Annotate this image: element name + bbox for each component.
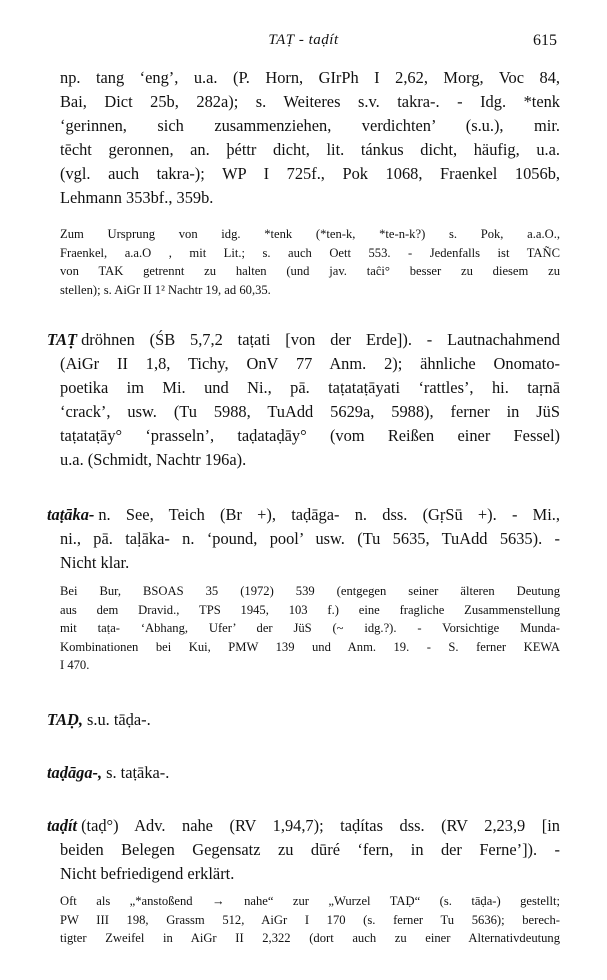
note-small-1 <box>60 225 560 299</box>
entry-text: s.u. tāḍa-. <box>86 710 151 729</box>
note-small-2 <box>60 582 560 675</box>
text-line: u.a. (Schmidt, Nachtr 196a). <box>60 450 247 469</box>
text-line: Nicht befriedigend erklärt. <box>60 864 235 883</box>
text-line: Bai, Dict 25b, 282a); s. Weiteres s.v. takra-. - Idg. *tenk <box>60 92 560 111</box>
entry-tataka <box>47 503 560 527</box>
text-line: (AiGr II 1,8, Tichy, OnV 77 Anm. 2); ähnliche Onomato- <box>60 354 560 373</box>
text-line: ‘gerinnen, sich zusammenziehen, verdichten’ (s.u.), mir. <box>60 116 560 135</box>
running-head: TAṬ - taḍít <box>268 32 339 48</box>
entry-tat-body <box>60 352 560 472</box>
note-small-3 <box>60 892 560 948</box>
text-line: beiden Belegen Gegensatz zu dūré ‘fern, in der Ferne’]). - <box>60 840 560 859</box>
note-line: von TAK getrennt zu halten (und jav. taĉi° besser zu diesem zu <box>60 264 560 279</box>
text-line: poetika im Mi. und Ni., pā. taṭataṭāyati ‘rattles’, hi. taṛnā <box>60 378 560 397</box>
headword: taḍít <box>47 816 78 835</box>
text-line: Lehmann 353bf., 359b. <box>60 188 214 207</box>
entry-tadit <box>47 814 560 838</box>
note-line: Kombinationen bei Kui, PMW 139 und Anm. 19. - S. ferner KEWA <box>60 639 560 654</box>
headword: TAḌ, <box>47 710 83 729</box>
note-line: Oft als „*anstoßend → nahe“ zur „Wurzel TAḌ“ (s. tāḍa-) gestellt; <box>60 894 560 908</box>
note-line: PW III 198, Grassm 512, AiGr I 170 (s. ferner Tu 5636); berech- <box>60 912 560 927</box>
note-line: mit taṭa- ‘Abhang, Ufer’ der JüS (~ idg.?). - Vorsichtige Munda- <box>60 621 560 636</box>
note-line: tigter Zweifel in AiGr II 2,322 (dort auch zu einer Alternativdeutung <box>60 931 560 946</box>
note-line: aus dem Dravid., TPS 1945, 103 f.) eine fragliche Zusammenstellung <box>60 602 560 617</box>
entry-text: dröhnen (ŚB 5,7,2 taṭati [von der Erde]). - Lautnachahmend <box>81 330 560 349</box>
note-line: stellen); s. AiGr II 1² Nachtr 19, ad 60,35. <box>60 282 271 297</box>
text-line: ‘crack’, usw. (Tu 5988, TuAdd 5629a, 5988), ferner in JüS <box>60 402 560 421</box>
text-line: tēcht geronnen, an. þéttr dicht, lit. tánkus dicht, häufig, u.a. <box>60 140 560 159</box>
text-line: ni., pā. taḷāka- n. ‘pound, pool’ usw. (Tu 5635, TuAdd 5635). - <box>60 529 560 548</box>
entry-tad <box>47 708 560 732</box>
entry-tat <box>47 328 560 352</box>
entry-first-line <box>47 761 560 785</box>
page-header <box>0 32 607 54</box>
note-line: Zum Ursprung von idg. *tenk (*ten-k, *te-n-k?) s. Pok, a.a.O., <box>60 227 560 241</box>
text-line: Nicht klar. <box>60 553 130 572</box>
text-line: (vgl. auch takra-); WP I 725f., Pok 1068, Fraenkel 1056b, <box>60 164 560 183</box>
entry-first-line <box>47 708 560 732</box>
entry-tataka-body <box>60 527 560 575</box>
note-line: Fraenkel, a.a.O , mit Lit.; s. auch Oett 553. - Jedenfalls ist TAÑC <box>60 245 560 260</box>
paragraph-continuation <box>60 66 560 210</box>
text-line: taṭataṭāy° ‘prasseln’, taḍataḍāy° (vom Reißen einer Fessel) <box>60 426 560 445</box>
text-line: np. tang ‘eng’, u.a. (P. Horn, GIrPh I 2,62, Morg, Voc 84, <box>60 68 560 87</box>
entry-first-line <box>47 328 560 352</box>
entry-first-line <box>47 503 560 527</box>
headword: taṭāka- <box>47 505 95 524</box>
entry-text: n. See, Teich (Br +), taḍāga- n. dss. (GṛSū +). - Mi., <box>98 505 560 524</box>
entry-text: s. taṭāka-. <box>106 763 170 782</box>
entry-text: (taḍ°) Adv. nahe (RV 1,94,7); taḍítas dss. (RV 2,23,9 [in <box>81 816 560 835</box>
note-line: I 470. <box>60 658 90 673</box>
entry-first-line <box>47 814 560 838</box>
headword: TAṬ <box>47 330 78 349</box>
page-number: 615 <box>533 32 557 49</box>
headword: taḍāga-, <box>47 763 103 782</box>
entry-tadit-body <box>60 838 560 886</box>
entry-tadaga <box>47 761 560 785</box>
note-line: Bei Bur, BSOAS 35 (1972) 539 (entgegen seiner älteren Deutung <box>60 584 560 598</box>
